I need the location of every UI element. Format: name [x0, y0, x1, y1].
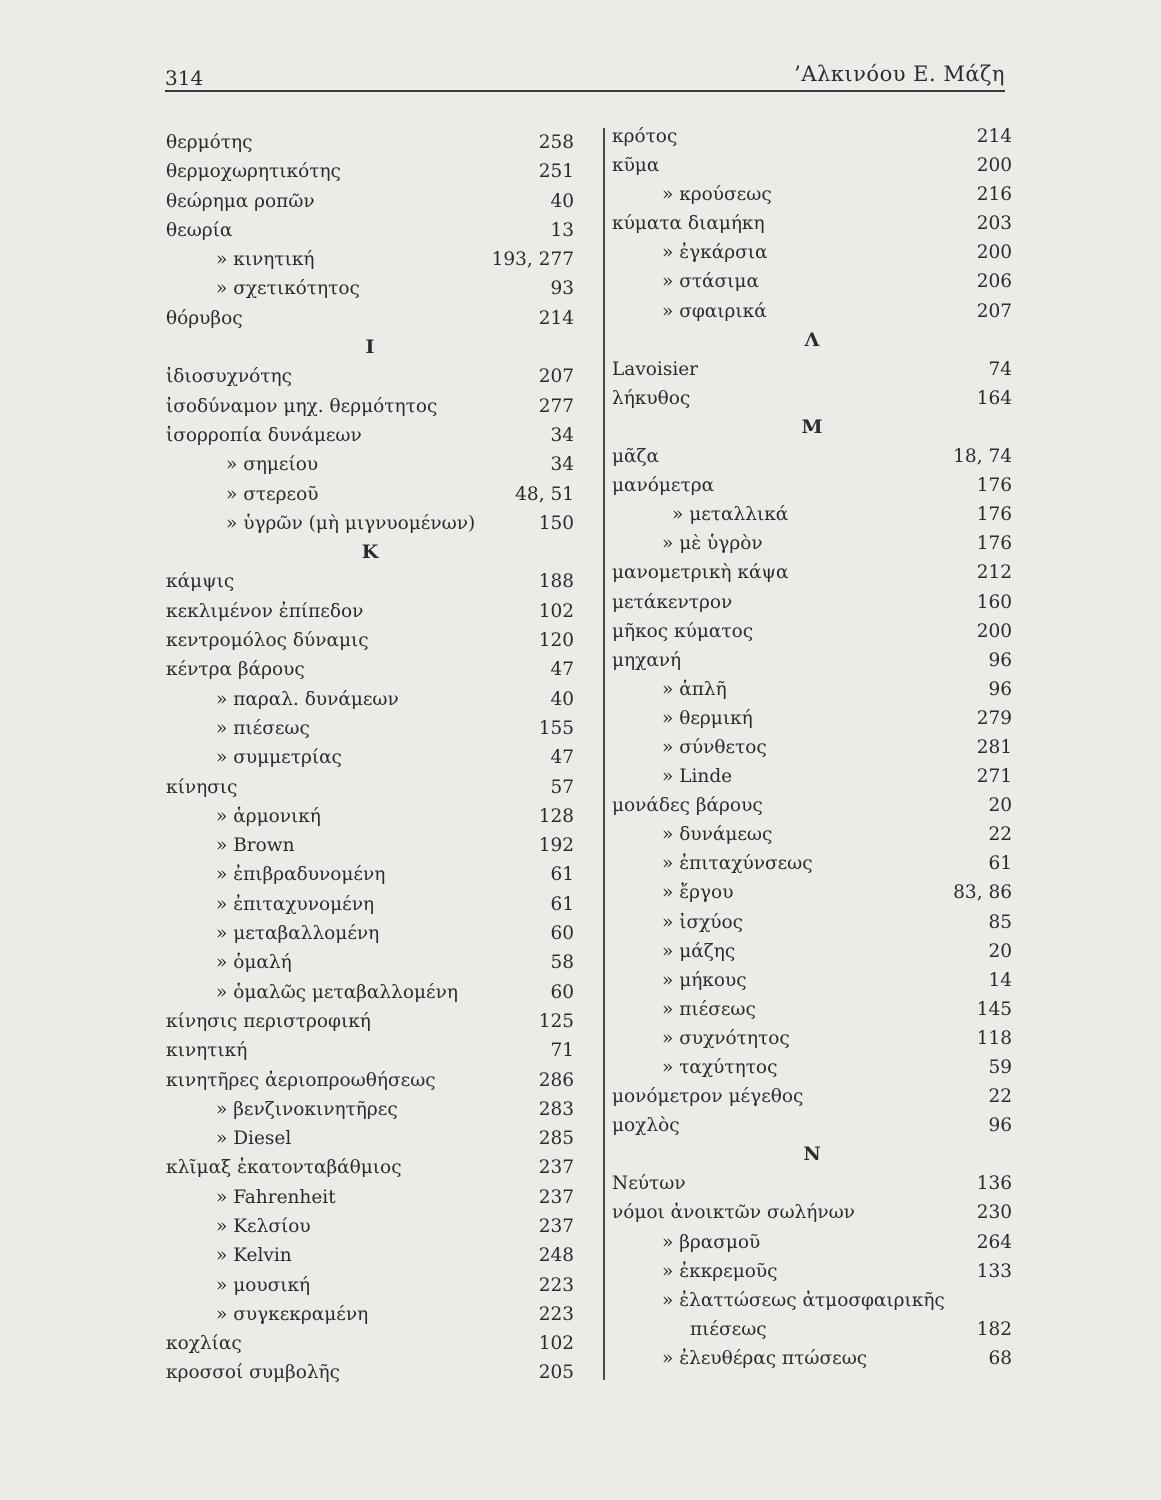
page-reference: 34	[550, 424, 574, 446]
page-reference: 279	[976, 707, 1012, 729]
page-reference: 188	[538, 571, 574, 593]
index-term: κλῖμαξ ἑκατονταβάθμιος	[166, 1157, 402, 1179]
index-term: κέντρα βάρους	[166, 659, 305, 681]
index-term: » στερεοῦ	[226, 483, 319, 505]
index-entry	[166, 509, 574, 538]
page-reference: 136	[976, 1173, 1012, 1195]
index-term: » κινητική	[216, 249, 315, 271]
page-reference: 120	[538, 630, 574, 652]
index-entry	[612, 558, 1012, 587]
index-term: θερμότης	[166, 132, 253, 153]
page-reference: 155	[538, 717, 574, 739]
page-reference: 223	[538, 1303, 574, 1325]
page-reference: 48, 51	[515, 483, 574, 505]
index-entry	[612, 442, 1012, 471]
index-entry	[166, 274, 574, 303]
page-reference: 251	[538, 161, 574, 183]
index-term: » ὁμαλῶς μεταβαλλομένη	[216, 981, 458, 1003]
index-term: Νεύτων	[612, 1173, 686, 1195]
index-entry	[166, 1153, 574, 1182]
index-term: πιέσεως	[690, 1318, 767, 1340]
index-entry	[612, 1053, 1012, 1082]
page-reference: 96	[988, 678, 1012, 700]
index-term: » πιέσεως	[662, 998, 756, 1020]
page-reference: 237	[538, 1157, 574, 1179]
index-term: » σημείου	[226, 454, 319, 476]
index-term: » βρασμοῦ	[662, 1231, 761, 1253]
page-reference: 61	[550, 864, 574, 886]
index-term: μοχλὸς	[612, 1115, 680, 1137]
index-entry	[166, 685, 574, 714]
index-term: » ἔργου	[662, 882, 734, 904]
index-entry	[166, 919, 574, 948]
index-entry	[612, 471, 1012, 500]
index-entry	[612, 820, 1012, 849]
index-term: κῦμα	[612, 155, 660, 177]
index-entry	[612, 1228, 1012, 1257]
index-entry	[166, 362, 574, 391]
page-reference: 271	[976, 766, 1012, 788]
index-term: » μεταβαλλομένη	[216, 923, 380, 945]
index-entry	[166, 1036, 574, 1065]
index-term: κινητῆρες ἀεριοπροωθήσεως	[166, 1069, 436, 1091]
page-reference: 176	[976, 504, 1012, 526]
index-entry	[166, 1124, 574, 1153]
index-term: ἰσορροπία δυνάμεων	[166, 424, 362, 446]
page-reference: 102	[538, 1333, 574, 1355]
index-term: » στάσιμα	[662, 271, 759, 293]
index-entry	[166, 743, 574, 772]
index-term: » σύνθετος	[662, 736, 767, 758]
index-entry	[166, 831, 574, 860]
index-entry	[166, 597, 574, 626]
index-term: νόμοι ἀνοικτῶν σωλήνων	[612, 1202, 855, 1224]
index-term: » ἐγκάρσια	[662, 242, 768, 264]
index-entry	[612, 646, 1012, 675]
index-entry	[166, 567, 574, 596]
index-entry	[166, 421, 574, 450]
index-term: κεντρομόλος δύναμις	[166, 630, 369, 652]
section-letter-row	[166, 538, 574, 567]
page-reference: 176	[976, 475, 1012, 497]
running-head: ’Αλκινόου Ε. Μάζη	[794, 62, 1005, 86]
index-entry	[612, 1024, 1012, 1053]
index-entry	[612, 209, 1012, 238]
column-divider	[603, 128, 605, 1380]
page-reference: 59	[988, 1057, 1012, 1078]
index-term: » συγκεκραμένη	[216, 1303, 369, 1325]
index-term: » Κελσίου	[216, 1215, 311, 1237]
page-reference: 216	[976, 184, 1012, 206]
page-reference: 60	[550, 923, 574, 945]
index-entry	[612, 500, 1012, 529]
index-entry	[612, 849, 1012, 878]
page-reference: 83, 86	[953, 882, 1012, 904]
index-entry	[612, 937, 1012, 966]
header-rule	[165, 90, 1005, 92]
index-entry	[166, 450, 574, 479]
index-entry	[166, 216, 574, 245]
index-entry	[166, 1212, 574, 1241]
index-term: » παραλ. δυνάμεων	[216, 688, 399, 710]
page-reference: 14	[988, 969, 1012, 991]
index-entry	[612, 1286, 1012, 1315]
page-reference: 118	[976, 1027, 1012, 1049]
page-reference: 18, 74	[953, 446, 1012, 468]
index-term: κίνησις	[166, 776, 238, 798]
index-entry	[166, 1183, 574, 1212]
index-entry	[612, 355, 1012, 384]
page-reference: 40	[550, 190, 574, 212]
page-reference: 58	[550, 952, 574, 974]
index-entry	[166, 1271, 574, 1300]
page-reference: 133	[976, 1260, 1012, 1282]
section-letter: Κ	[361, 541, 379, 564]
index-entry	[612, 762, 1012, 791]
page-reference: 214	[538, 307, 574, 329]
page-reference: 248	[538, 1245, 574, 1267]
index-entry	[612, 733, 1012, 762]
page-reference: 281	[976, 736, 1012, 758]
page-reference: 20	[988, 795, 1012, 817]
index-entry	[166, 392, 574, 421]
page-reference: 230	[976, 1202, 1012, 1224]
page-reference: 128	[538, 805, 574, 827]
section-letter-row	[612, 326, 1012, 355]
section-letter-row	[612, 1140, 1012, 1169]
index-entry	[166, 157, 574, 186]
index-entry	[612, 384, 1012, 413]
index-entry	[166, 773, 574, 802]
index-entry	[612, 1169, 1012, 1198]
index-term: κίνησις περιστροφική	[166, 1010, 371, 1032]
page-reference: 237	[538, 1215, 574, 1237]
index-term: » μουσική	[216, 1274, 311, 1296]
page-reference: 285	[538, 1128, 574, 1150]
page-reference: 176	[976, 533, 1012, 555]
index-entry	[612, 704, 1012, 733]
index-term: μανόμετρα	[612, 475, 715, 497]
page-reference: 182	[976, 1318, 1012, 1340]
index-term: κάμψις	[166, 571, 235, 593]
index-entry	[612, 1315, 1012, 1344]
page-reference: 74	[988, 358, 1012, 380]
index-term: » ἐλαττώσεως ἀτμοσφαιρικῆς	[662, 1289, 945, 1311]
index-entry	[166, 802, 574, 831]
page-reference: 93	[550, 278, 574, 300]
index-entry	[166, 1241, 574, 1270]
index-entry	[612, 529, 1012, 558]
index-entry	[612, 1111, 1012, 1140]
section-letter-row	[166, 333, 574, 362]
index-entry	[612, 878, 1012, 907]
index-entry	[166, 655, 574, 684]
index-entry	[166, 1007, 574, 1036]
index-entry	[166, 480, 574, 509]
index-term: ἰσοδύναμον μηχ. θερμότητος	[166, 395, 438, 417]
page-reference: 200	[976, 620, 1012, 642]
index-term: » σφαιρικά	[662, 300, 767, 322]
index-term: » ἐπιταχύνσεως	[662, 853, 813, 875]
index-entry	[612, 908, 1012, 937]
section-letter: Ι	[365, 336, 375, 359]
index-term: » ἐλευθέρας πτώσεως	[662, 1347, 868, 1369]
page-reference: 13	[550, 219, 574, 241]
index-term: » Fahrenheit	[216, 1186, 336, 1208]
index-term: » ἐπιβραδυνομένη	[216, 864, 386, 886]
index-term: » ταχύτητος	[662, 1057, 778, 1078]
index-term: » ἐκκρεμοῦς	[662, 1260, 778, 1282]
page-reference: 102	[538, 600, 574, 622]
index-term: θερμοχωρητικότης	[166, 161, 341, 183]
page-reference: 192	[538, 835, 574, 857]
index-entry	[612, 297, 1012, 326]
page-reference: 206	[976, 271, 1012, 293]
page-reference: 57	[550, 776, 574, 798]
index-term: μᾶζα	[612, 446, 660, 468]
page-reference: 164	[976, 387, 1012, 409]
index-entry	[612, 1198, 1012, 1227]
index-term: » δυνάμεως	[662, 824, 773, 846]
index-entry	[166, 187, 574, 216]
page-reference: 237	[538, 1186, 574, 1208]
page-header	[165, 58, 1005, 94]
index-term: μηχανή	[612, 649, 682, 671]
page-reference: 68	[988, 1347, 1012, 1369]
index-entry	[612, 122, 1012, 151]
page-reference: 223	[538, 1274, 574, 1296]
left-index-column	[166, 128, 574, 1388]
index-term: » μήκους	[662, 969, 747, 991]
index-term: » ἁπλῆ	[662, 678, 727, 700]
index-entry	[612, 267, 1012, 296]
page-reference: 150	[538, 512, 574, 534]
page-reference: 207	[976, 300, 1012, 322]
index-term: μῆκος κύματος	[612, 620, 754, 642]
index-term: » Diesel	[216, 1128, 292, 1150]
index-term: » ὑγρῶν (μὴ μιγνυομένων)	[226, 512, 476, 534]
page-reference: 47	[550, 659, 574, 681]
index-entry	[612, 791, 1012, 820]
index-entry	[612, 995, 1012, 1024]
index-entry	[612, 588, 1012, 617]
page-reference: 264	[976, 1231, 1012, 1253]
page-reference: 96	[988, 1115, 1012, 1137]
page-reference: 34	[550, 454, 574, 476]
page-reference: 40	[550, 688, 574, 710]
index-term: θόρυβος	[166, 307, 243, 329]
index-entry	[612, 238, 1012, 267]
index-term: » ὁμαλή	[216, 952, 292, 974]
page-reference: 125	[538, 1010, 574, 1032]
index-term: » Linde	[662, 766, 733, 788]
index-term: Lavoisier	[612, 358, 699, 380]
index-term: » βενζινοκινητῆρες	[216, 1098, 398, 1120]
page-reference: 200	[976, 242, 1012, 264]
index-term: θεωρία	[166, 219, 233, 241]
page-reference: 214	[976, 126, 1012, 147]
index-entry	[612, 1344, 1012, 1373]
index-term: » Kelvin	[216, 1245, 292, 1267]
index-entry	[166, 890, 574, 919]
page-reference: 212	[976, 562, 1012, 584]
section-letter: Ν	[803, 1143, 821, 1166]
page-reference: 205	[538, 1362, 574, 1384]
page-reference: 61	[988, 853, 1012, 875]
index-term: κοχλίας	[166, 1333, 242, 1355]
page-reference: 286	[538, 1069, 574, 1091]
index-term: κύματα διαμήκη	[612, 213, 765, 235]
index-entry	[166, 304, 574, 333]
section-letter: Λ	[804, 328, 820, 351]
index-entry	[166, 1300, 574, 1329]
page-reference: 20	[988, 940, 1012, 962]
index-term: μονόμετρον μέγεθος	[612, 1086, 804, 1108]
index-entry	[166, 245, 574, 274]
page-number: 314	[165, 66, 204, 90]
index-term: » θερμική	[662, 707, 753, 729]
index-entry	[166, 1329, 574, 1358]
page-reference: 22	[988, 824, 1012, 846]
index-term: » ἁρμονική	[216, 805, 321, 827]
index-term: κεκλιμένον ἐπίπεδον	[166, 600, 364, 622]
index-entry	[612, 151, 1012, 180]
page-reference: 61	[550, 893, 574, 915]
index-term: μονάδες βάρους	[612, 795, 763, 817]
index-entry	[612, 966, 1012, 995]
index-term: μετάκεντρον	[612, 591, 733, 613]
page-reference: 47	[550, 747, 574, 769]
index-entry	[612, 617, 1012, 646]
page-reference: 200	[976, 155, 1012, 177]
page-reference: 22	[988, 1086, 1012, 1108]
index-term: » μάζης	[662, 940, 736, 962]
index-term: » μεταλλικά	[672, 504, 789, 526]
page-reference: 145	[976, 998, 1012, 1020]
index-entry	[166, 978, 574, 1007]
index-term: » ἰσχύος	[662, 911, 744, 933]
index-entry	[166, 1095, 574, 1124]
page-reference: 258	[538, 132, 574, 153]
index-term: » κρούσεως	[662, 184, 772, 206]
page-reference: 207	[538, 366, 574, 388]
index-term: » σχετικότητος	[216, 278, 360, 300]
page-reference: 96	[988, 649, 1012, 671]
index-entry	[166, 948, 574, 977]
index-entry	[166, 1358, 574, 1387]
index-term: μανομετρικὴ κάψα	[612, 562, 789, 584]
index-term: » πιέσεως	[216, 717, 310, 739]
index-entry	[612, 1257, 1012, 1286]
page-reference: 160	[976, 591, 1012, 613]
index-term: » συμμετρίας	[216, 747, 342, 769]
page-reference: 85	[988, 911, 1012, 933]
page-reference: 203	[976, 213, 1012, 235]
index-term: κρότος	[612, 126, 678, 147]
index-entry	[166, 860, 574, 889]
index-term: λήκυθος	[612, 387, 691, 409]
page-reference: 283	[538, 1098, 574, 1120]
index-term: κινητική	[166, 1040, 248, 1062]
index-term: » συχνότητος	[662, 1027, 790, 1049]
page-reference: 277	[538, 395, 574, 417]
index-entry	[612, 675, 1012, 704]
page-reference: 193, 277	[491, 249, 574, 271]
page-reference: 60	[550, 981, 574, 1003]
index-term: » μὲ ὑγρὸν	[662, 533, 763, 555]
index-entry	[166, 128, 574, 157]
index-term: » Brown	[216, 835, 295, 857]
section-letter-row	[612, 413, 1012, 442]
index-entry	[612, 1082, 1012, 1111]
index-entry	[166, 714, 574, 743]
index-term: ἰδιοσυχνότης	[166, 366, 292, 388]
index-entry	[166, 626, 574, 655]
right-index-column	[612, 122, 1012, 1373]
index-term: θεώρημα ροπῶν	[166, 190, 315, 212]
index-term: » ἐπιταχυνομένη	[216, 893, 375, 915]
index-term: κροσσοί συμβολῆς	[166, 1362, 341, 1384]
section-letter: Μ	[801, 415, 823, 438]
page-reference: 71	[550, 1040, 574, 1062]
index-entry	[612, 180, 1012, 209]
index-entry	[166, 1066, 574, 1095]
